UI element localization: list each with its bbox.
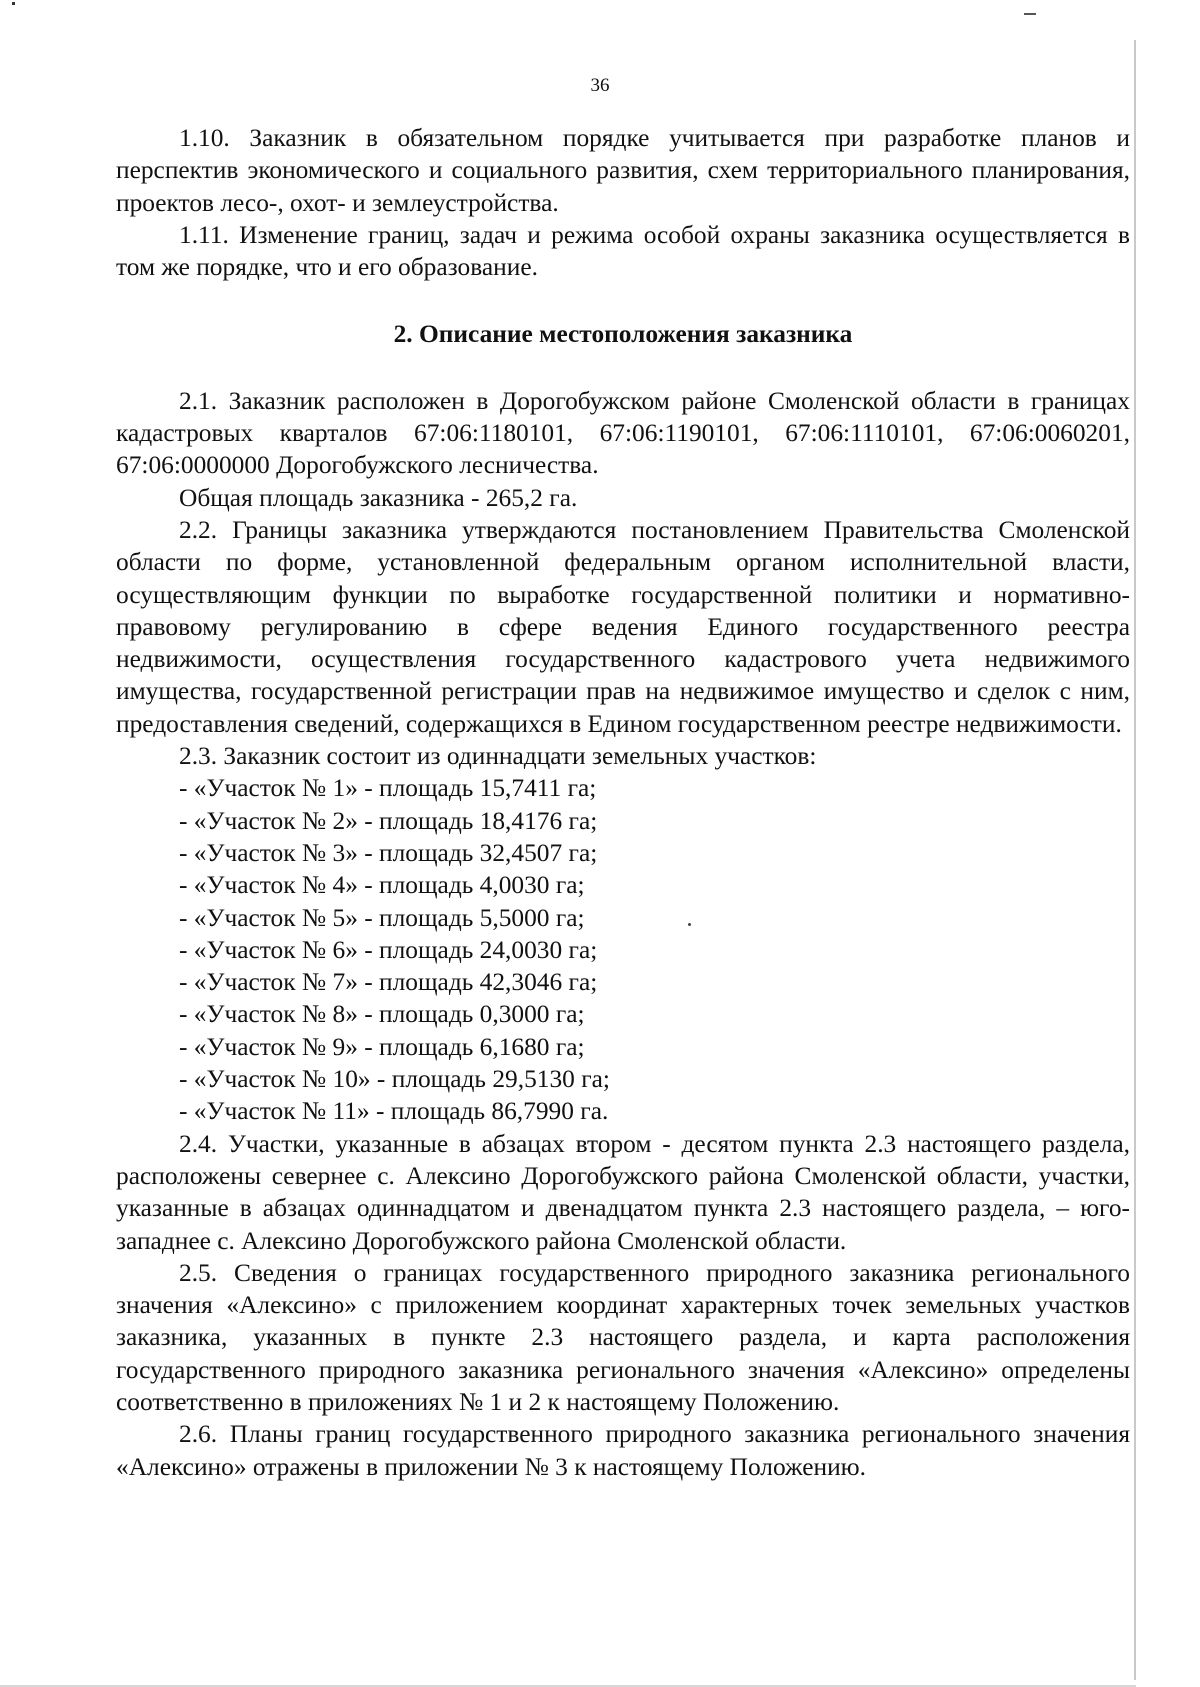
paragraph-2-4: 2.4. Участки, указанные в абзацах втором - десятом пункта 2.3 настоящего раздела, расположены севернее с. Алексино Дорогобужского района Смоленской области, участки, указанные в абзацах одиннадцатом и двенадцатом пункта 2.3 настоящего раздела, – юго-западнее с. Алексино Дорогобужского района Смоленской области.: [116, 1129, 1130, 1255]
list-item: - «Участок № 9» - площадь 6,1680 га;: [179, 1032, 585, 1061]
list-item: - «Участок № 4» - площадь 4,0030 га;: [179, 871, 585, 900]
paragraph-total-area: Общая площадь заказника - 265,2 га.: [179, 483, 578, 512]
list-item: - «Участок № 6» - площадь 24,0030 га;: [179, 935, 598, 964]
paragraph-2-1: 2.1. Заказник расположен в Дорогобужском районе Смоленской области в границах кадастровых кварталов 67:06:1180101, 67:06:1190101, 67:06:1110101, 67:06:0060201, 67:06:0000000 Дорогобужского лесничества.: [116, 386, 1130, 480]
paragraph-2-6: 2.6. Планы границ государственного природного заказника регионального значения «Алексино» отражены в приложении № 3 к настоящему Положению.: [116, 1420, 1130, 1481]
paragraph-2-3: 2.3. Заказник состоит из одиннадцати земельных участков:: [179, 742, 817, 771]
list-item: - «Участок № 2» - площадь 18,4176 га;: [179, 806, 598, 835]
paragraph-1-10: 1.10. Заказник в обязательном порядке учитывается при разработке планов и перспектив экономического и социального развития, схем территориального планирования, проектов лесо-, охот- и землеустройства.: [116, 124, 1130, 217]
scan-speck: [688, 923, 691, 926]
scan-edge-line: [1134, 40, 1136, 1680]
list-item: - «Участок № 7» - площадь 42,3046 га;: [179, 968, 598, 997]
plot-list: [116, 772, 1130, 1127]
paragraph-1-11: 1.11. Изменение границ, задач и режима особой охраны заказника осуществляется в том же порядке, что и его образование.: [116, 220, 1130, 282]
page-number: 36: [590, 75, 610, 96]
scan-speck: [1024, 13, 1036, 15]
list-item: - «Участок № 3» - площадь 32,4507 га;: [179, 838, 598, 867]
list-item: - «Участок № 11» - площадь 86,7990 га.: [179, 1097, 609, 1126]
list-item: - «Участок № 8» - площадь 0,3000 га;: [179, 1000, 585, 1029]
paragraph-2-5: 2.5. Сведения о границах государственного природного заказника регионального значения «Алексино» с приложением координат характерных точек земельных участков заказника, указанных в пункте 2.3 настоящего раздела, и карта расположения государственного природного заказника регионального значения «Алексино» определены соответственно в приложениях № 1 и 2 к настоящему Положению.: [116, 1258, 1130, 1416]
paragraph-2-2: 2.2. Границы заказника утверждаются постановлением Правительства Смоленской области по форме, установленной федеральным органом исполнительной власти, осуществляющим функции по выработке государственной политики и нормативно-правовому регулированию в сфере ведения Единого государственного реестра недвижимости, осуществления государственного кадастрового учета недвижимого имущества, государственной регистрации прав на недвижимое имущество и сделок с ним, предоставления сведений, содержащихся в Едином государственном реестре недвижимости.: [116, 515, 1130, 738]
scan-speck: [12, 2, 15, 5]
section-heading: 2. Описание местоположения заказника: [393, 320, 853, 349]
document-body: [116, 122, 1130, 1483]
list-item: - «Участок № 5» - площадь 5,5000 га;: [179, 903, 585, 932]
list-item: - «Участок № 1» - площадь 15,7411 га;: [179, 774, 597, 803]
list-item: - «Участок № 10» - площадь 29,5130 га;: [179, 1065, 610, 1094]
